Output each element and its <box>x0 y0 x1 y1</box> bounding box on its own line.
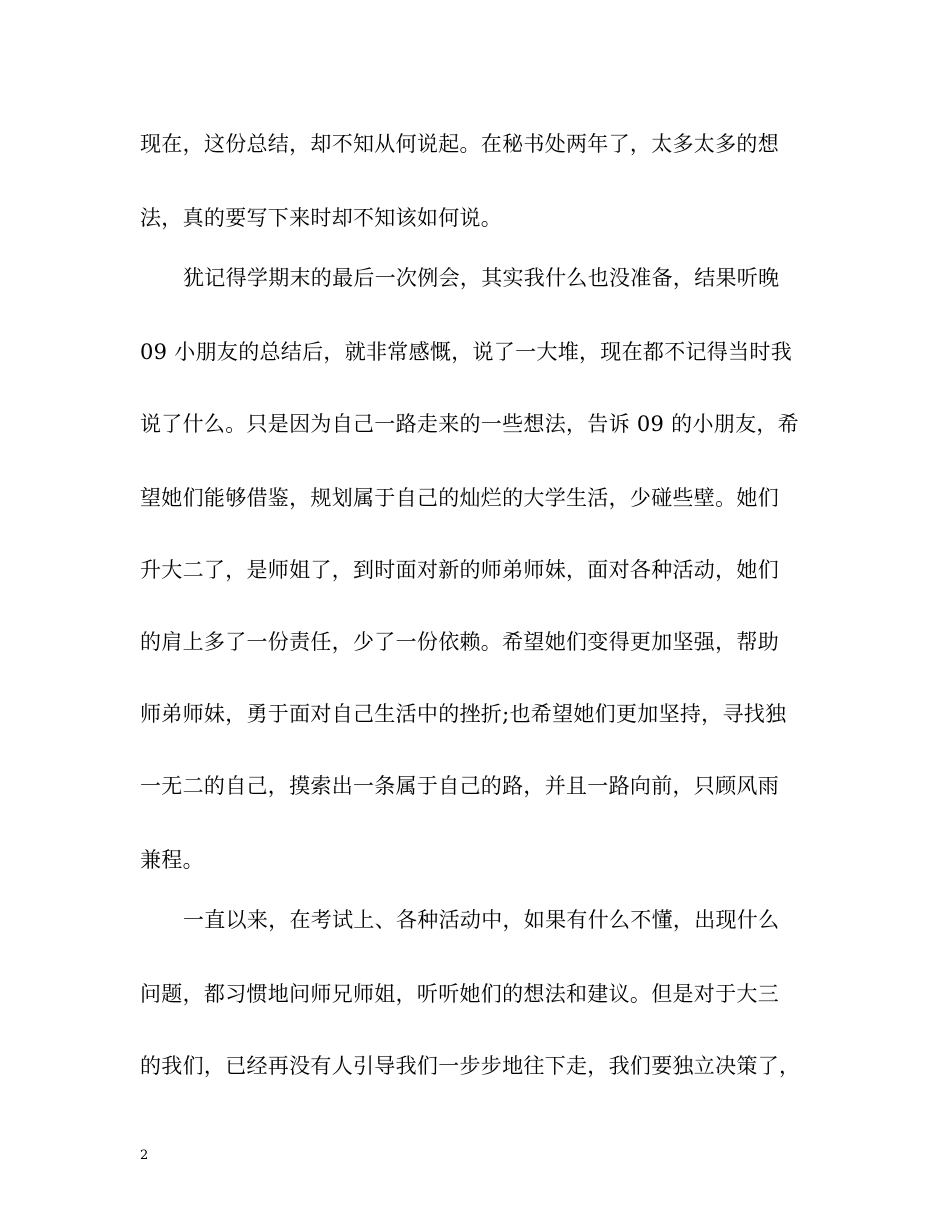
paragraph-line: 现在，这份总结，却不知从何说起。在秘书处两年了，太多太多的想 <box>140 132 779 156</box>
paragraph-line: 一直以来，在考试上、各种活动中，如果有什么不懂，出现什么 <box>183 908 780 932</box>
paragraph-line: 兼程。 <box>140 848 204 872</box>
paragraph-line: 犹记得学期末的最后一次例会，其实我什么也没准备，结果听晚 <box>183 266 780 290</box>
paragraph-line: 问题，都习惯地问师兄师姐，听听她们的想法和建议。但是对于大三 <box>140 982 779 1006</box>
paragraph-line: 说了什么。只是因为自己一路走来的一些想法，告诉 09 的小朋友，希 <box>140 412 799 436</box>
paragraph-line: 的我们，已经再没有人引导我们一步步地往下走，我们要独立决策了， <box>140 1054 801 1078</box>
paragraph-line: 升大二了，是师姐了，到时面对新的师弟师妹，面对各种活动，她们 <box>140 558 779 582</box>
paragraph-line: 一无二的自己，摸索出一条属于自己的路，并且一路向前，只顾风雨 <box>140 774 779 798</box>
paragraph-line: 师弟师妹，勇于面对自己生活中的挫折;也希望她们更加坚持，寻找独 <box>140 702 787 726</box>
page-number: 2 <box>140 1148 149 1163</box>
paragraph-line: 09 小朋友的总结后，就非常感慨，说了一大堆，现在都不记得当时我 <box>140 340 792 364</box>
paragraph-line: 法，真的要写下来时却不知该如何说。 <box>140 206 503 230</box>
paragraph-line: 的肩上多了一份责任，少了一份依赖。希望她们变得更加坚强，帮助 <box>140 630 779 654</box>
paragraph-line: 望她们能够借鉴，规划属于自己的灿烂的大学生活，少碰些壁。她们 <box>140 486 779 510</box>
